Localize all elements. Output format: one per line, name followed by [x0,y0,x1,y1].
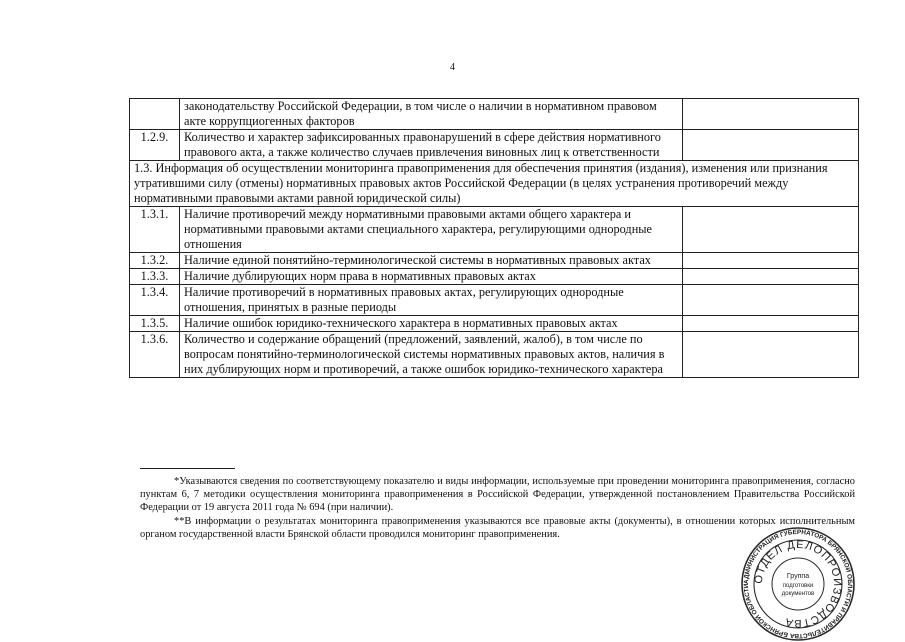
row-value [683,332,859,378]
row-number: 1.3.3. [130,269,180,285]
row-text: Наличие противоречий между нормативными правовыми актами общего характера и нормативными правовыми актами специального характера, регулирующими однородные отношения [180,207,683,253]
row-number: 1.3.1. [130,207,180,253]
table-row [130,285,859,316]
row-number: 1.3.6. [130,332,180,378]
footnote-1: *Указываются сведения по соответствующему показателю и виды информации, используемые при проведении мониторинга правоприменения, согласно пунктам 6, 7 методики осуществления мониторинга правоприменения в Российской Федерации, утвержденной постановлением Правительства Российской Федерации от 19 августа 2011 года № 694 (при наличии). [140,476,855,514]
row-text: Количество и содержание обращений (предложений, заявлений, жалоб), в том числе по вопросам понятийно-терминологической системы нормативных правовых актов, наличия в них дублирующих норм и противоречий, а также ошибок юридико-технического характера [180,332,683,378]
row-number: 1.3.4. [130,285,180,316]
table-row [130,130,859,161]
row-value [683,316,859,332]
row-value [683,269,859,285]
footnote-2: **В информации о результатах мониторинга правоприменения указываются все правовые акты (документы), в отношении которых исполнительным органом государственной власти Брянской области проводился мониторинг правоприменения. [140,516,855,541]
row-text: законодательству Российской Федерации, в том числе о наличии в нормативном правовом акте коррупциогенных факторов [180,99,683,130]
row-value [683,253,859,269]
table-row [130,269,859,285]
row-text: Количество и характер зафиксированных правонарушений в сфере действия нормативного правового акта, а также количество случаев привлечения виновных лиц к ответственности [180,130,683,161]
page-number: 4 [450,62,455,73]
table-row [130,253,859,269]
row-value [683,285,859,316]
row-value [683,99,859,130]
stamp-middle-text: ОТДЕЛ ДЕЛОПРОИЗВОДСТВА [752,538,844,630]
row-text: Наличие ошибок юридико-технического характера в нормативных правовых актах [180,316,683,332]
stamp-center-line: Группа [786,573,810,580]
row-number: 1.3.5. [130,316,180,332]
row-number: 1.2.9. [130,130,180,161]
stamp-center-line: подготовки [782,583,814,589]
stamp-center-line: документов [781,591,815,597]
row-number: 1.3.2. [130,253,180,269]
official-stamp [740,526,856,642]
row-value [683,130,859,161]
table-row [130,316,859,332]
row-number [130,99,180,130]
monitoring-table [129,98,859,378]
section-header: 1.3. Информация об осуществлении мониторинга правоприменения для обеспечения принятия (издания), изменения или признания утратившими силу (отмены) нормативных правовых актов Российской Федерации (в целях устранения противоречий между нормативными правовыми актами равной юридической силы) [130,161,859,207]
row-text: Наличие дублирующих норм права в нормативных правовых актах [180,269,683,285]
section-header-row [130,161,859,207]
row-value [683,207,859,253]
stamp-outer-text: АДМИНИСТРАЦИЯ ГУБЕРНАТОРА БРЯНСКОЙ ОБЛАСТИ И ПРАВИТЕЛЬСТВА БРЯНСКОЙ ОБЛАСТИ [742,528,854,640]
table-row [130,207,859,253]
table-row [130,99,859,130]
table-row [130,332,859,378]
footnote-separator [140,468,235,469]
row-text: Наличие противоречий в нормативных правовых актах, регулирующих однородные отношения, принятых в разные периоды [180,285,683,316]
row-text: Наличие единой понятийно-терминологической системы в нормативных правовых актах [180,253,683,269]
